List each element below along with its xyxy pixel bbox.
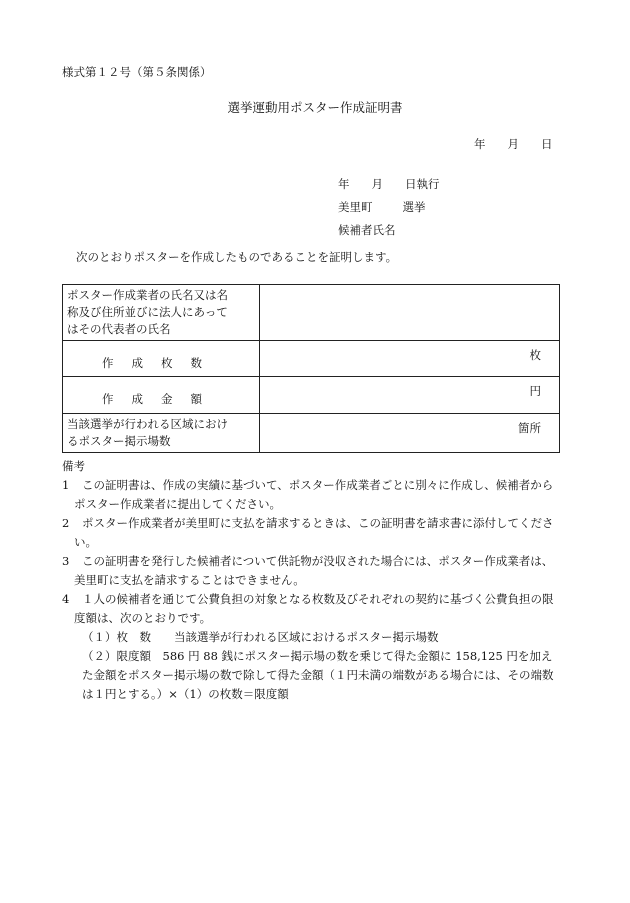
- note-item: [62, 552, 562, 590]
- issue-day: 日: [541, 137, 553, 151]
- boards-label-line: 当該選挙が行われる区域におけ: [67, 417, 228, 431]
- producer-value-field[interactable]: [260, 285, 560, 341]
- notes-section: [62, 457, 562, 704]
- note-item: [62, 590, 562, 628]
- note-text: この証明書を発行した候補者について供託物が没収された場合には、ポスター作成業者は、美里町に支払を請求することはできません。: [74, 554, 554, 587]
- table-row-amount: [63, 377, 560, 414]
- sub-item-text: 当該選挙が行われる区域におけるポスター掲示場数: [174, 630, 439, 644]
- boards-value-field[interactable]: [260, 414, 560, 453]
- election-month: 月: [371, 177, 383, 191]
- note-number: 4: [62, 592, 70, 606]
- note-number: 3: [62, 554, 70, 568]
- sub-item-label: 限度額: [116, 649, 151, 663]
- producer-label-line: 称及び住所並びに法人にあって: [67, 305, 228, 319]
- note-item: [62, 476, 562, 514]
- amount-unit: 円: [529, 384, 541, 398]
- count-label: [63, 341, 260, 377]
- candidate-name-label: 候補者氏名: [338, 223, 396, 237]
- election-town: 美里町: [338, 200, 373, 214]
- issue-date: [474, 138, 553, 151]
- table-row-producer: [63, 285, 560, 341]
- sub-item-number: （２）: [82, 649, 117, 663]
- sub-item-number: （１）: [82, 630, 117, 644]
- election-word: 選挙: [402, 200, 426, 214]
- count-label-text: 作成枚数: [102, 356, 220, 370]
- sub-item-label: 枚 数: [116, 630, 151, 644]
- certification-statement: 次のとおりポスターを作成したものであることを証明します。: [76, 250, 398, 264]
- note-text: ポスター作成業者が美里町に支払を請求するときは、この証明書を請求書に添付してください。: [74, 516, 554, 549]
- note-text: １人の候補者を通じて公費負担の対象となる枚数及びそれぞれの契約に基づく公費負担の限度額は、次のとおりです。: [74, 592, 554, 625]
- note-text: この証明書は、作成の実績に基づいて、ポスター作成業者ごとに別々に作成し、候補者からポスター作成業者に提出してください。: [74, 478, 554, 511]
- boards-unit: 箇所: [518, 421, 541, 435]
- table-row-count: [63, 341, 560, 377]
- amount-value-field[interactable]: [260, 377, 560, 414]
- election-date-line: [338, 178, 440, 201]
- boards-label-line: るポスター掲示場数: [67, 434, 171, 448]
- note-item: [62, 514, 562, 552]
- sub-item: [62, 628, 562, 647]
- note-number: 1: [62, 478, 70, 492]
- count-unit: 枚: [529, 348, 541, 362]
- election-name-line: [338, 201, 440, 224]
- producer-label: [63, 285, 260, 341]
- sub-item: [62, 647, 562, 704]
- certificate-table: [62, 284, 560, 453]
- count-value-field[interactable]: [260, 341, 560, 377]
- producer-label-line: ポスター作成業者の氏名又は名: [67, 288, 228, 302]
- boards-label: [63, 414, 260, 453]
- document-title: 選挙運動用ポスター作成証明書: [227, 100, 403, 115]
- election-day: 日執行: [405, 177, 440, 191]
- form-number: 様式第１２号（第５条関係）: [62, 65, 212, 79]
- amount-label-text: 作成金額: [102, 392, 220, 406]
- election-year: 年: [338, 177, 350, 191]
- note-number: 2: [62, 516, 70, 530]
- issue-month: 月: [507, 137, 519, 151]
- election-info: [338, 178, 440, 247]
- notes-heading: 備考: [62, 459, 85, 473]
- amount-label: [63, 377, 260, 414]
- issue-year: 年: [474, 137, 486, 151]
- table-row-boards: [63, 414, 560, 453]
- producer-label-line: はその代表者の氏名: [67, 322, 171, 336]
- sub-item-text: 586 円 88 銭にポスター掲示場の数を乗じて得た金額に 158,125 円を加えた金額をポスター掲示場の数で除して得た金額（１円未満の端数がある場合には、その端数は１円とする。）×（1）の枚数＝限度額: [82, 649, 554, 701]
